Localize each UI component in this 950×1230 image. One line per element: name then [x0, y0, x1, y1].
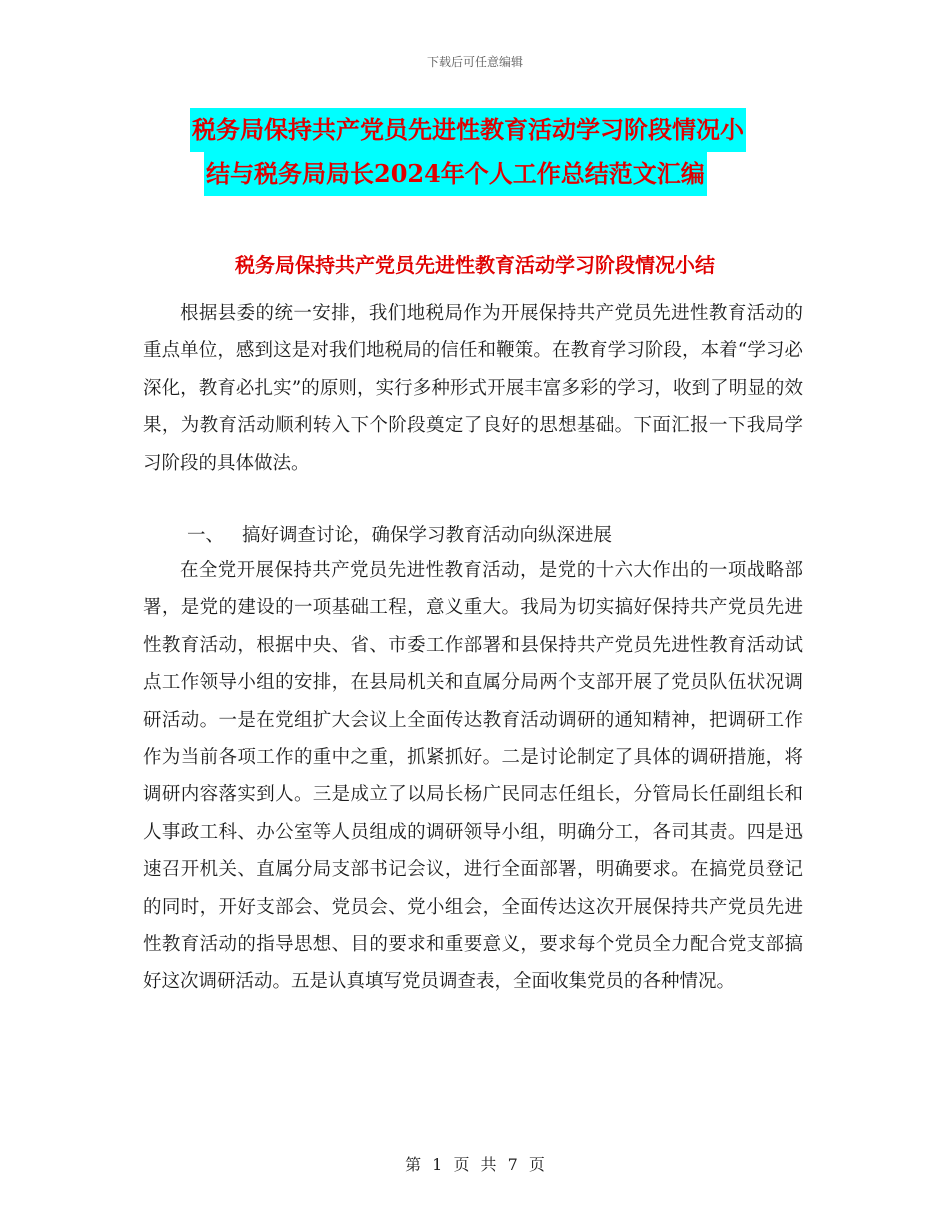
paragraph-2: 在全党开展保持共产党员先进性教育活动，是党的十六大作出的一项战略部署，是党的建设的一项基础工程，意义重大。我局为切实搞好保持共产党员先进性教育活动，根据中央、省、市委工作部署和县保持共产党员先进性教育活动试点工作领导小组的安排，在县局机关和直属分局两个支部开展了党员队伍状况调研活动。一是在党组扩大会议上全面传达教育活动调研的通知精神，把调研工作作为当前各项工作的重中之重，抓紧抓好。二是讨论制定了具体的调研措施，将调研内容落实到人。三是成立了以局长杨广民同志任组长，分管局长任副组长和人事政工科、办公室等人员组成的调研领导小组，明确分工，各司其责。四是迅速召开机关、直属分局支部书记会议，进行全面部署，明确要求。在搞党员登记的同时，开好支部会、党员会、党小组会，全面传达这次开展保持共产党员先进性教育活动的指导思想、目的要求和重要意义，要求每个党员全力配合党支部搞好这次调研活动。五是认真填写党员调查表，全面收集党员的各种情况。	[143, 560, 803, 993]
section-title: 税务局保持共产党员先进性教育活动学习阶段情况小结	[235, 253, 715, 277]
title-line-1: 税务局保持共产党员先进性教育活动学习阶段情况小	[190, 108, 746, 152]
header-note: 下载后可任意编辑	[426, 55, 523, 69]
section-heading-1	[187, 517, 807, 554]
paragraph-1: 根据县委的统一安排，我们地税局作为开展保持共产党员先进性教育活动的重点单位，感到这是对我们地税局的信任和鞭策。在教育学习阶段，本着“学习必深化，教育必扎实”的原则，实行多种形式开展丰富多彩的学习，收到了明显的效果，为教育活动顺利转入下个阶段奠定了良好的思想基础。下面汇报一下我局学习阶段的具体做法。	[143, 303, 803, 474]
document-title	[190, 108, 810, 196]
section-heading-number: 一、	[187, 525, 225, 546]
section-heading-text: 搞好调查讨论，确保学习教育活动向纵深进展	[242, 525, 613, 546]
title-line-2: 结与税务局局长2024年个人工作总结范文汇编	[204, 152, 707, 196]
page-number-footer: 第 1 页 共 7 页	[405, 1155, 545, 1174]
